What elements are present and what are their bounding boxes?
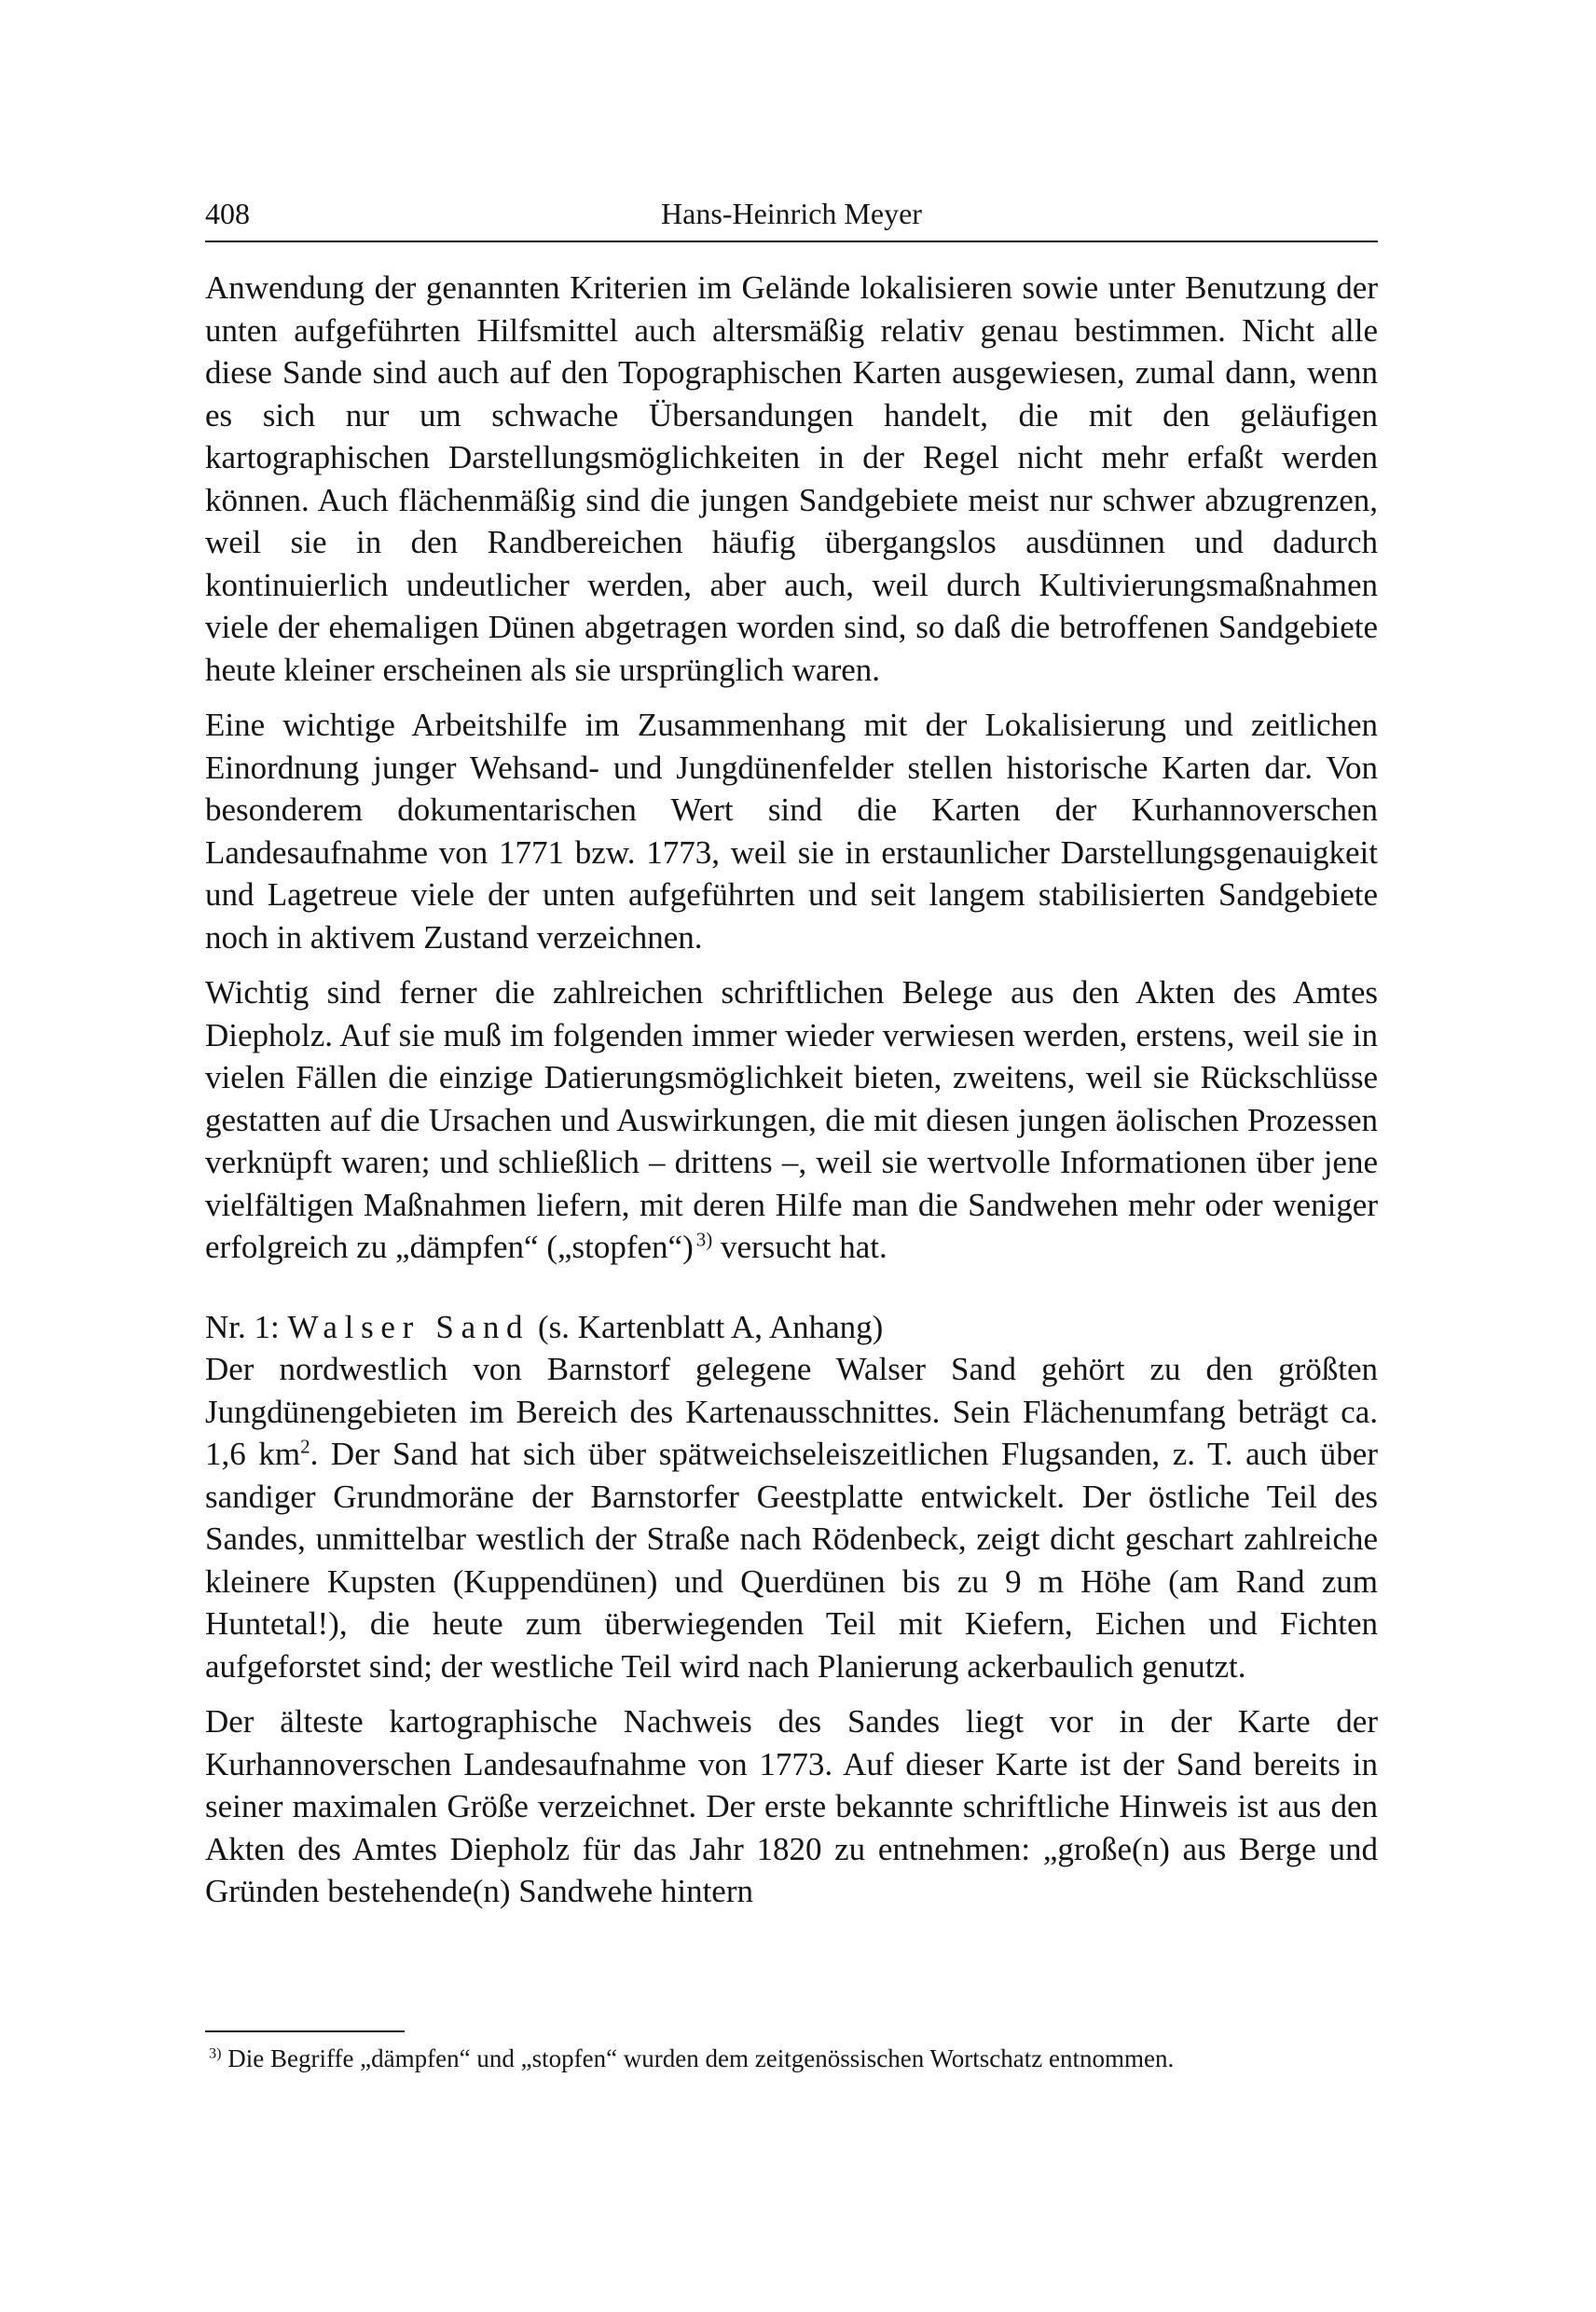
section-text-before-sup: Der nordwestlich von Barnstorf gelegene Walser Sand gehört zu den größten Jungdünengebieten im Bereich des Kartenausschnittes. Sein Flächenumfang beträgt ca. 1,6 km xyxy=(205,1351,1378,1472)
area-unit-superscript: 2 xyxy=(300,1435,310,1458)
section-paragraph-2: Der älteste kartographische Nachweis des Sandes liegt vor in der Karte der Kurhannoverschen Landesaufnahme von 1773. Auf dieser Karte ist der Sand bereits in seiner maximalen Größe verzeichnet. Der erste bekannte schriftliche Hinweis ist aus den Akten des Amtes Diepholz für das Jahr 1820 zu entnehmen: „große(n) aus Berge und Gründen bestehende(n) Sandwehe hintern xyxy=(205,1703,1378,1909)
section-name: Walser Sand xyxy=(287,1308,530,1345)
footnote-text: Die Begriffe „dämpfen“ und „stopfen“ wurden dem zeitgenössischen Wortschatz entnommen. xyxy=(221,2044,1175,2072)
paragraph-1: Anwendung der genannten Kriterien im Gelände lokalisieren sowie unter Benutzung der unten aufgeführten Hilfsmittel auch altersmäßig relativ genau bestimmen. Nicht alle diese Sande sind auch auf den Topographischen Karten ausgewiesen, zumal dann, wenn es sich nur um schwache Übersandungen handelt, die mit den geläufigen kartographischen Darstellungsmöglichkeiten in der Regel nicht mehr erfaßt werden können. Auch flächenmäßig sind die jungen Sandgebiete meist nur schwer abzugrenzen, weil sie in den Randbereichen häufig übergangslos ausdünnen und dadurch kontinuierlich undeutlicher werden, aber auch, weil durch Kultivierungsmaßnahmen viele der ehemaligen Dünen abgetragen worden sind, so daß die betroffenen Sandgebiete heute kleiner erscheinen als sie ursprünglich waren. xyxy=(205,269,1378,688)
section-text-after-sup: . Der Sand hat sich über spätweichseleiszeitlichen Flugsanden, z. T. auch über sandiger Grundmoräne der Barnstorfer Geestplatte entwickelt. Der östliche Teil des Sandes, unmittelbar westlich der Straße nach Rödenbeck, zeigt dicht geschart zahlreiche kleinere Kupsten (Kuppendünen) und Querdünen bis zu 9 m Höhe (am Rand zum Huntetal!), die heute zum überwiegenden Teil mit Kiefern, Eichen und Fichten aufgeforstet sind; der westliche Teil wird nach Planierung ackerbaulich genutzt. xyxy=(205,1436,1378,1685)
footnote xyxy=(209,2042,1378,2075)
section-reference: (s. Kartenblatt A, Anhang) xyxy=(530,1308,884,1345)
paragraph-2: Eine wichtige Arbeitshilfe im Zusammenhang mit der Lokalisierung und zeitlichen Einordnung junger Wehsand- und Jungdünenfelder stellen historische Karten dar. Von besonderem dokumentarischen Wert sind die Karten der Kurhannoverschen Landesaufnahme von 1771 bzw. 1773, weil sie in erstaunlicher Darstellungsgenauigkeit und Lagetreue viele der unten aufgeführten und seit langem stabilisierten Sandgebiete noch in aktivem Zustand verzeichnen. xyxy=(205,707,1378,956)
page-header xyxy=(205,189,1378,238)
paragraph-3-tail: versucht hat. xyxy=(712,1229,887,1265)
footnote-divider xyxy=(205,2030,405,2032)
section-paragraph-1 xyxy=(205,1348,1378,1687)
footnote-marker: 3) xyxy=(209,2044,222,2062)
footnote-reference: 3) xyxy=(695,1228,713,1251)
paragraph-3-text: Wichtig sind ferner die zahlreichen schriftlichen Belege aus den Akten des Amtes Diepholz. Auf sie muß im folgenden immer wieder verwiesen werden, erstens, weil sie in vielen Fällen die einzige Datierungsmöglichkeit bieten, zweitens, weil sie Rückschlüsse gestatten auf die Ursachen und Auswirkungen, die mit diesen jungen äolischen Prozessen verknüpft waren; und schließlich – drittens –, weil sie wertvolle Informationen über jene vielfältigen Maßnahmen liefern, mit deren Hilfe man die Sandwehen mehr oder weniger erfolgreich zu „dämpfen“ („stopfen“) xyxy=(205,974,1378,1265)
section-heading xyxy=(205,1306,1378,1349)
section-number: Nr. 1: xyxy=(205,1308,288,1345)
page-number: 408 xyxy=(205,197,250,230)
paragraph-3 xyxy=(205,971,1378,1269)
body-text xyxy=(205,267,1378,1926)
header-divider xyxy=(205,241,1378,242)
running-title: Hans-Heinrich Meyer xyxy=(661,197,922,230)
